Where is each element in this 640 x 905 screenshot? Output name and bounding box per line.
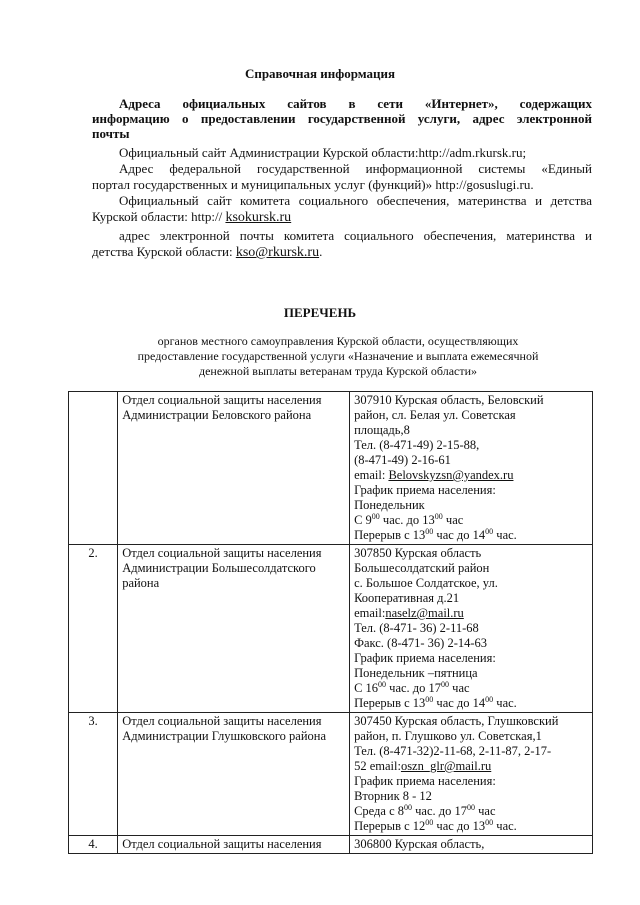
list-title: ПЕРЕЧЕНЬ — [283, 305, 357, 320]
superscript: 00 — [425, 818, 434, 827]
hours-from: С 16 — [354, 681, 379, 695]
superscript: 00 — [485, 527, 494, 536]
row-number — [69, 392, 118, 545]
superscript: 00 — [425, 695, 434, 704]
org-name-cell — [118, 545, 350, 713]
address-line: район, сл. Белая ул. Советская — [354, 408, 516, 422]
org-address-cell — [350, 836, 593, 854]
address-line: 307910 Курская область, Беловский — [354, 393, 544, 407]
schedule-title: График приема населения: — [354, 651, 496, 665]
org-address-cell — [350, 392, 593, 545]
break-unit: час. — [493, 528, 517, 542]
org-name-cell — [118, 392, 350, 545]
org-name-line: Администрации Глушковского района — [122, 729, 327, 743]
schedule-break — [354, 696, 588, 711]
row-number: 4. — [69, 836, 118, 854]
email-line — [354, 759, 588, 774]
address-line: район, п. Глушково ул. Советская,1 — [354, 729, 542, 743]
committee-email-link[interactable]: kso@rkursk.ru — [235, 245, 320, 260]
superscript: 00 — [467, 803, 475, 812]
superscript: 00 — [425, 527, 434, 536]
schedule-days: Понедельник –пятница — [354, 666, 478, 680]
break-from: Перерыв с 12 — [354, 819, 426, 833]
committee-email-suffix: . — [319, 244, 323, 259]
superscript: 00 — [434, 512, 443, 521]
address-line: с. Большое Солдатское, ул. — [354, 576, 498, 590]
org-address-cell — [350, 545, 593, 713]
org-name-line: Отдел социальной защиты населения — [122, 837, 322, 851]
superscript: 00 — [441, 680, 450, 689]
list-subtitle-line-2: предоставление государственной услуги «Назначение и выплата ежемесячной — [137, 349, 539, 363]
address-line: Кооперативная д.21 — [354, 591, 460, 605]
committee-site-prefix: Курской области: http:// — [92, 209, 223, 224]
committee-site-line-2 — [92, 209, 592, 226]
table-row — [69, 713, 593, 836]
org-name-line: района — [122, 576, 160, 590]
org-address-cell — [350, 713, 593, 836]
gosuslugi-line-2: портал государственных и муниципальных услуг (функций)» http://gosuslugi.ru. — [92, 177, 534, 192]
break-to: час до 13 — [433, 819, 486, 833]
committee-email-line-1: адрес электронной почты комитета социального обеспечения, материнства и — [119, 228, 592, 243]
org-name-line: Отдел социальной защиты населения — [122, 393, 322, 407]
superscript: 00 — [378, 680, 387, 689]
org-name-cell — [118, 713, 350, 836]
reference-title: Справочная информация — [244, 66, 396, 81]
superscript: 00 — [485, 818, 494, 827]
email-line — [354, 606, 588, 621]
websites-heading — [92, 96, 592, 141]
row-number: 2. — [69, 545, 118, 713]
email-link[interactable]: naselz@mail.ru — [385, 606, 464, 620]
schedule-days: Понедельник — [354, 498, 425, 512]
address-line: площадь,8 — [354, 423, 410, 437]
gosuslugi-line-1: Адрес федеральной государственной информационной системы «Единый — [119, 161, 592, 176]
break-from: Перерыв с 13 — [354, 696, 426, 710]
break-unit: час. — [493, 819, 517, 833]
schedule-break — [354, 819, 588, 834]
hours-unit: час — [475, 804, 496, 818]
break-unit: час. — [493, 696, 517, 710]
hours-from: С 9 — [354, 513, 372, 527]
admin-site-text: Официальный сайт Администрации Курской области:http://adm.rkursk.ru; — [119, 145, 527, 160]
org-name-line: Администрации Беловского района — [122, 408, 312, 422]
superscript: 00 — [404, 803, 412, 812]
email-line — [354, 468, 588, 483]
break-to: час до 14 — [433, 528, 486, 542]
committee-email-prefix: детства Курской области: — [92, 244, 233, 259]
break-from: Перерыв с 13 — [354, 528, 426, 542]
committee-site-line-1: Официальный сайт комитета социального обеспечения, материнства и детства — [119, 193, 592, 208]
fax-line: Факс. (8-471- 36) 2-14-63 — [354, 636, 488, 650]
committee-email-line-2 — [92, 244, 592, 261]
hours-unit: час — [449, 681, 470, 695]
hours-unit: час — [442, 513, 464, 527]
address-line: Большесолдатский район — [354, 561, 490, 575]
address-line: Тел. (8-471-49) 2-15-88, — [354, 438, 480, 452]
paragraph-gosuslugi — [92, 161, 592, 193]
schedule-title: График приема населения: — [354, 483, 496, 497]
schedule-days: Вторник 8 - 12 — [354, 789, 432, 803]
superscript: 00 — [371, 512, 380, 521]
row-number: 3. — [69, 713, 118, 836]
schedule-hours — [354, 681, 588, 696]
org-name-line: Администрации Большесолдатского — [122, 561, 316, 575]
address-line: (8-471-49) 2-16-61 — [354, 453, 451, 467]
phone-line: Тел. (8-471- 36) 2-11-68 — [354, 621, 479, 635]
table-row — [69, 836, 593, 854]
table-row — [69, 545, 593, 713]
email-prefix: email: — [354, 468, 389, 482]
superscript: 00 — [485, 695, 494, 704]
address-line: 307450 Курская область, Глушковский — [354, 714, 559, 728]
schedule-hours — [354, 804, 588, 819]
hours-to: час. до 17 — [386, 681, 442, 695]
address-line: 307850 Курская область — [354, 546, 482, 560]
schedule-break — [354, 528, 588, 543]
address-line: Тел. (8-471-32)2-11-68, 2-11-87, 2-17- — [354, 744, 552, 758]
schedule-hours — [354, 513, 588, 528]
org-name-line: Отдел социальной защиты населения — [122, 546, 322, 560]
schedule-title: График приема населения: — [354, 774, 496, 788]
heading-line-3: почты — [92, 126, 130, 141]
email-link[interactable]: oszn_glr@mail.ru — [400, 759, 492, 773]
paragraph-committee-site — [92, 193, 592, 226]
email-prefix: email: — [354, 606, 386, 620]
list-subtitle-line-3: денежной выплаты ветеранам труда Курской области» — [198, 364, 478, 378]
email-link[interactable]: Belovskyzsn@yandex.ru — [388, 468, 514, 482]
address-line: 306800 Курская область, — [354, 837, 485, 851]
paragraph-admin-site — [92, 145, 592, 161]
org-name-line: Отдел социальной защиты населения — [122, 714, 322, 728]
organizations-table — [68, 391, 593, 854]
hours-to: час. до 17 — [412, 804, 467, 818]
hours-to: час. до 13 — [379, 513, 435, 527]
table-row — [69, 392, 593, 545]
list-subtitle-line-1: органов местного самоуправления Курской области, осуществляющих — [157, 334, 519, 348]
hours-from: Среда с 8 — [354, 804, 404, 818]
committee-site-link[interactable]: ksokursk.ru — [225, 210, 292, 225]
list-subtitle — [108, 334, 568, 379]
break-to: час до 14 — [433, 696, 486, 710]
email-prefix: 52 email: — [354, 759, 401, 773]
paragraph-committee-email — [92, 228, 592, 261]
heading-line-2: информацию о предоставлении государственной услуги, адрес электронной — [92, 111, 592, 126]
org-name-cell — [118, 836, 350, 854]
heading-line-1: Адреса официальных сайтов в сети «Интернет», содержащих — [119, 96, 592, 111]
